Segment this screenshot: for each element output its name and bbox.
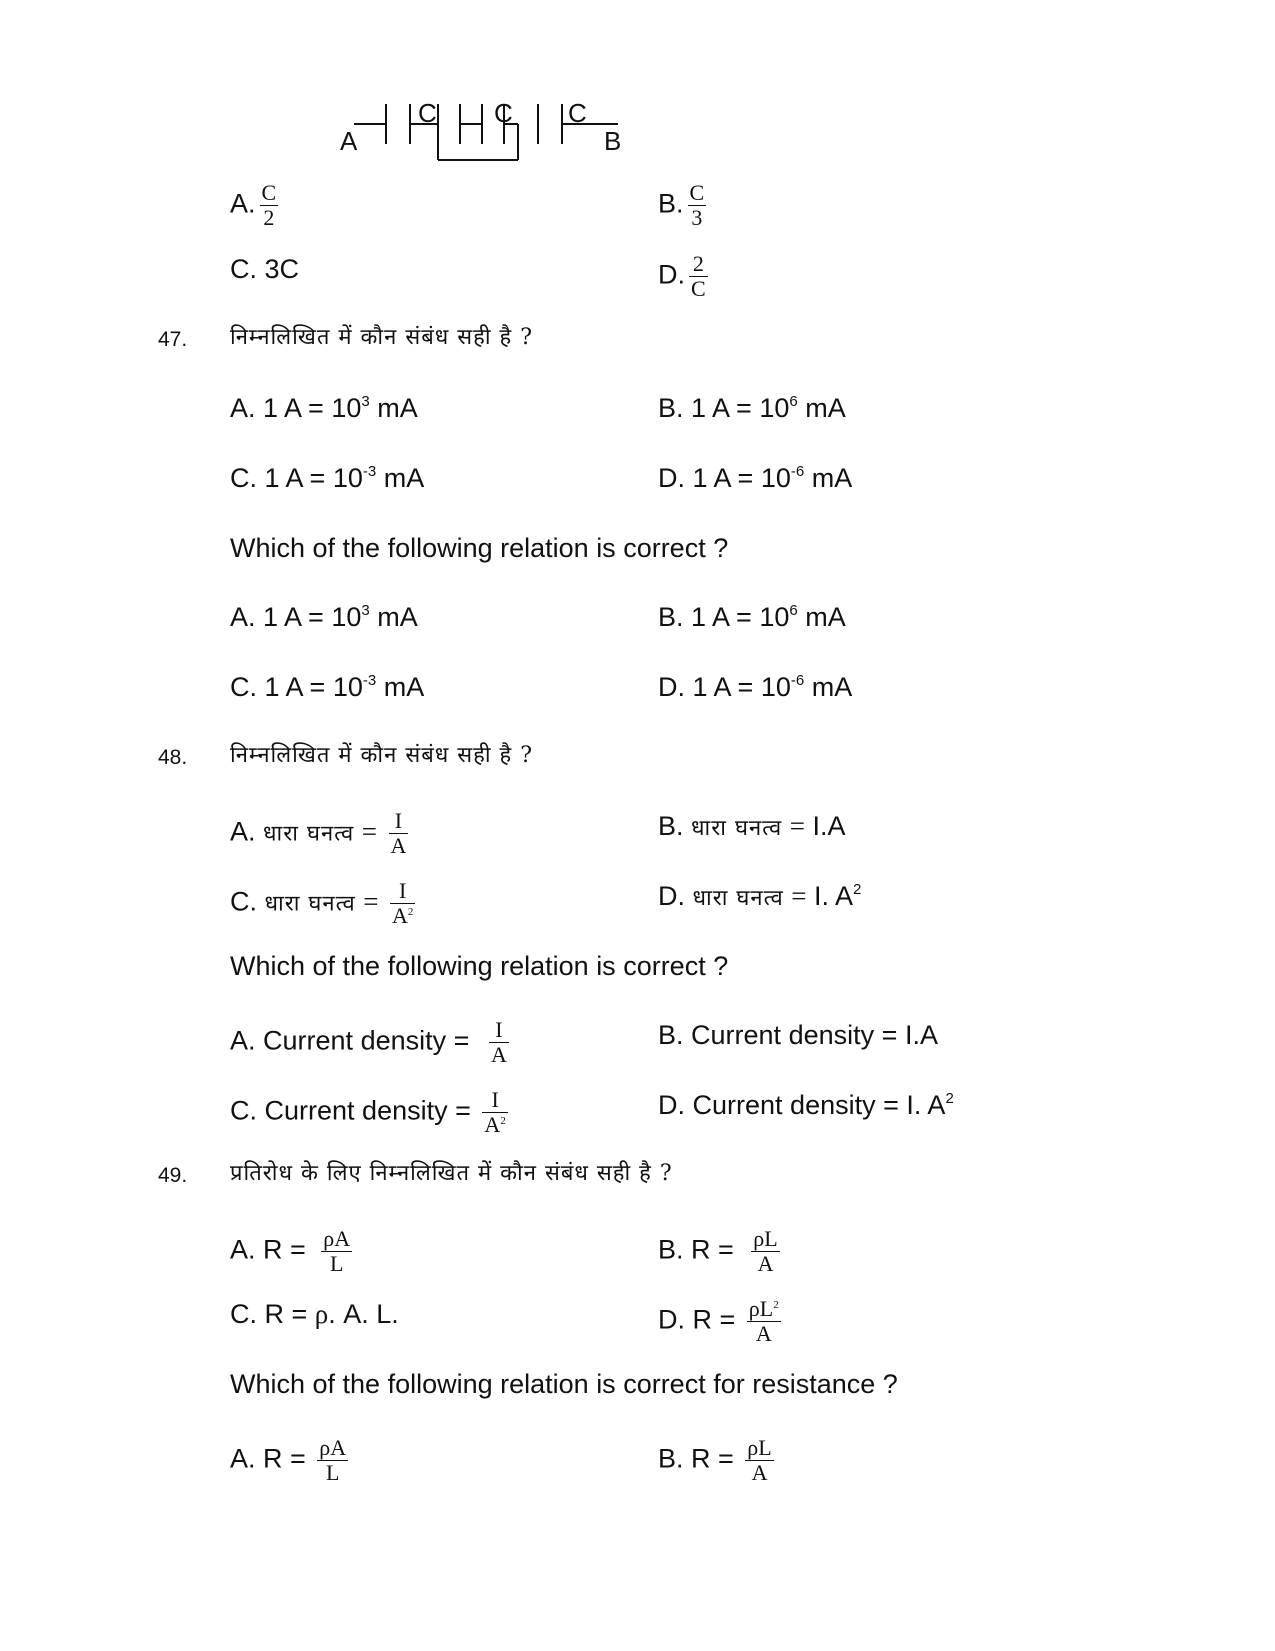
q46-option-b-fraction: $\frac{C}{3}$ [689,180,705,230]
capacitor-label-1: C [418,98,437,128]
q48-english-option-c: C. Current density = $\frac{I}{A^2}$ [230,1087,506,1137]
q47-english-option-b: B. 1 $A = 10^6$ mA [658,602,846,632]
q49-hindi-question: प्रतिरोध के लिए निम्नलिखित में कौन संबंध सही है ? [230,1161,673,1186]
question-number-49: 49. [158,1164,188,1187]
q48-english-option-a-fraction: $\frac{I}{A}$ [490,1017,507,1067]
q48-english-option-b: B. Current density = I.A [658,1020,938,1050]
terminal-b-label: B [604,126,622,156]
q49-english-option-a-fraction: $\frac{\rho A}{L}$ [319,1435,347,1485]
q47-hindi-option-c: C. 1 $A = 10^{-3}$ mA [230,463,425,493]
q49-hindi-option-a-fraction: $\frac{\rho A}{L}$ [323,1226,351,1276]
q49-english-option-a: A. R = $\frac{\rho A}{L}$ [230,1435,347,1485]
capacitor-label-2: C [494,98,513,128]
q46-option-d-fraction: $\frac{2}{C}$ [691,251,706,301]
q48-hindi-option-b: B. धारा घनत्व = I.A [658,811,846,841]
q48-hindi-option-d: D. धारा घनत्व = I. $A^2$ [658,881,862,911]
q49-hindi-option-d-fraction: $\frac{\rho L^2}{A}$ [748,1296,779,1346]
q48-english-option-c-fraction: $\frac{I}{A^2}$ [484,1087,506,1137]
q46-option-a-fraction: $\frac{C}{2}$ [261,180,277,230]
q48-hindi-option-c: C. धारा घनत्व = $\frac{I}{A^2}$ [230,878,414,928]
q47-english-option-c: C. 1 $A = 10^{-3}$ mA [230,672,425,702]
q47-hindi-option-a: A. 1 $A = 10^3$ mA [230,393,418,423]
terminal-a-label: A [340,126,358,156]
q48-english-option-a: A. Current density = $\frac{I}{A}$ [230,1017,507,1067]
q48-english-option-d: D. Current density = I. $A^2$ [658,1090,954,1120]
q48-english-question: Which of the following relation is correct ? [230,951,729,981]
q46-option-d: D. $\frac{2}{C}$ [658,251,706,301]
question-number-48: 48. [158,746,188,769]
q47-english-option-d: D. 1 $A = 10^{-6}$ mA [658,672,853,702]
q49-english-option-b-fraction: $\frac{\rho L}{A}$ [747,1435,772,1485]
q48-hindi-question: निम्नलिखित में कौन संबंध सही है ? [230,743,533,768]
q47-hindi-question: निम्नलिखित में कौन संबंध सही है ? [230,325,533,350]
q46-option-a: A. $\frac{C}{2}$ [230,180,277,230]
q46-option-b: B. $\frac{C}{3}$ [658,180,705,230]
q48-hindi-option-c-fraction: $\frac{I}{A^2}$ [391,878,414,928]
capacitor-circuit-diagram [330,88,650,168]
q49-english-option-b: B. R = $\frac{\rho L}{A}$ [658,1435,772,1485]
q46-option-c: C. 3C [230,254,300,284]
q49-english-question: Which of the following relation is correct for resistance ? [230,1369,898,1399]
q49-hindi-option-b-fraction: $\frac{\rho L}{A}$ [753,1226,778,1276]
q49-hindi-option-d: D. R = $\frac{\rho L^2}{A}$ [658,1296,779,1346]
q47-hindi-option-b: B. 1 $A = 10^6$ mA [658,393,846,423]
q49-hindi-option-c: C. R = ρ. A. L. [230,1299,399,1329]
q48-hindi-option-a-fraction: $\frac{I}{A}$ [390,808,407,858]
q47-english-option-a: A. 1 $A = 10^3$ mA [230,602,418,632]
q47-hindi-option-d: D. 1 $A = 10^{-6}$ mA [658,463,853,493]
q47-english-question: Which of the following relation is correct ? [230,533,729,563]
q48-hindi-option-a: A. धारा घनत्व = $\frac{I}{A}$ [230,808,407,858]
q49-hindi-option-b: B. R = $\frac{\rho L}{A}$ [658,1226,778,1276]
q49-hindi-option-a: A. R = $\frac{\rho A}{L}$ [230,1226,351,1276]
capacitor-label-3: C [568,98,587,128]
question-number-47: 47. [158,328,188,351]
